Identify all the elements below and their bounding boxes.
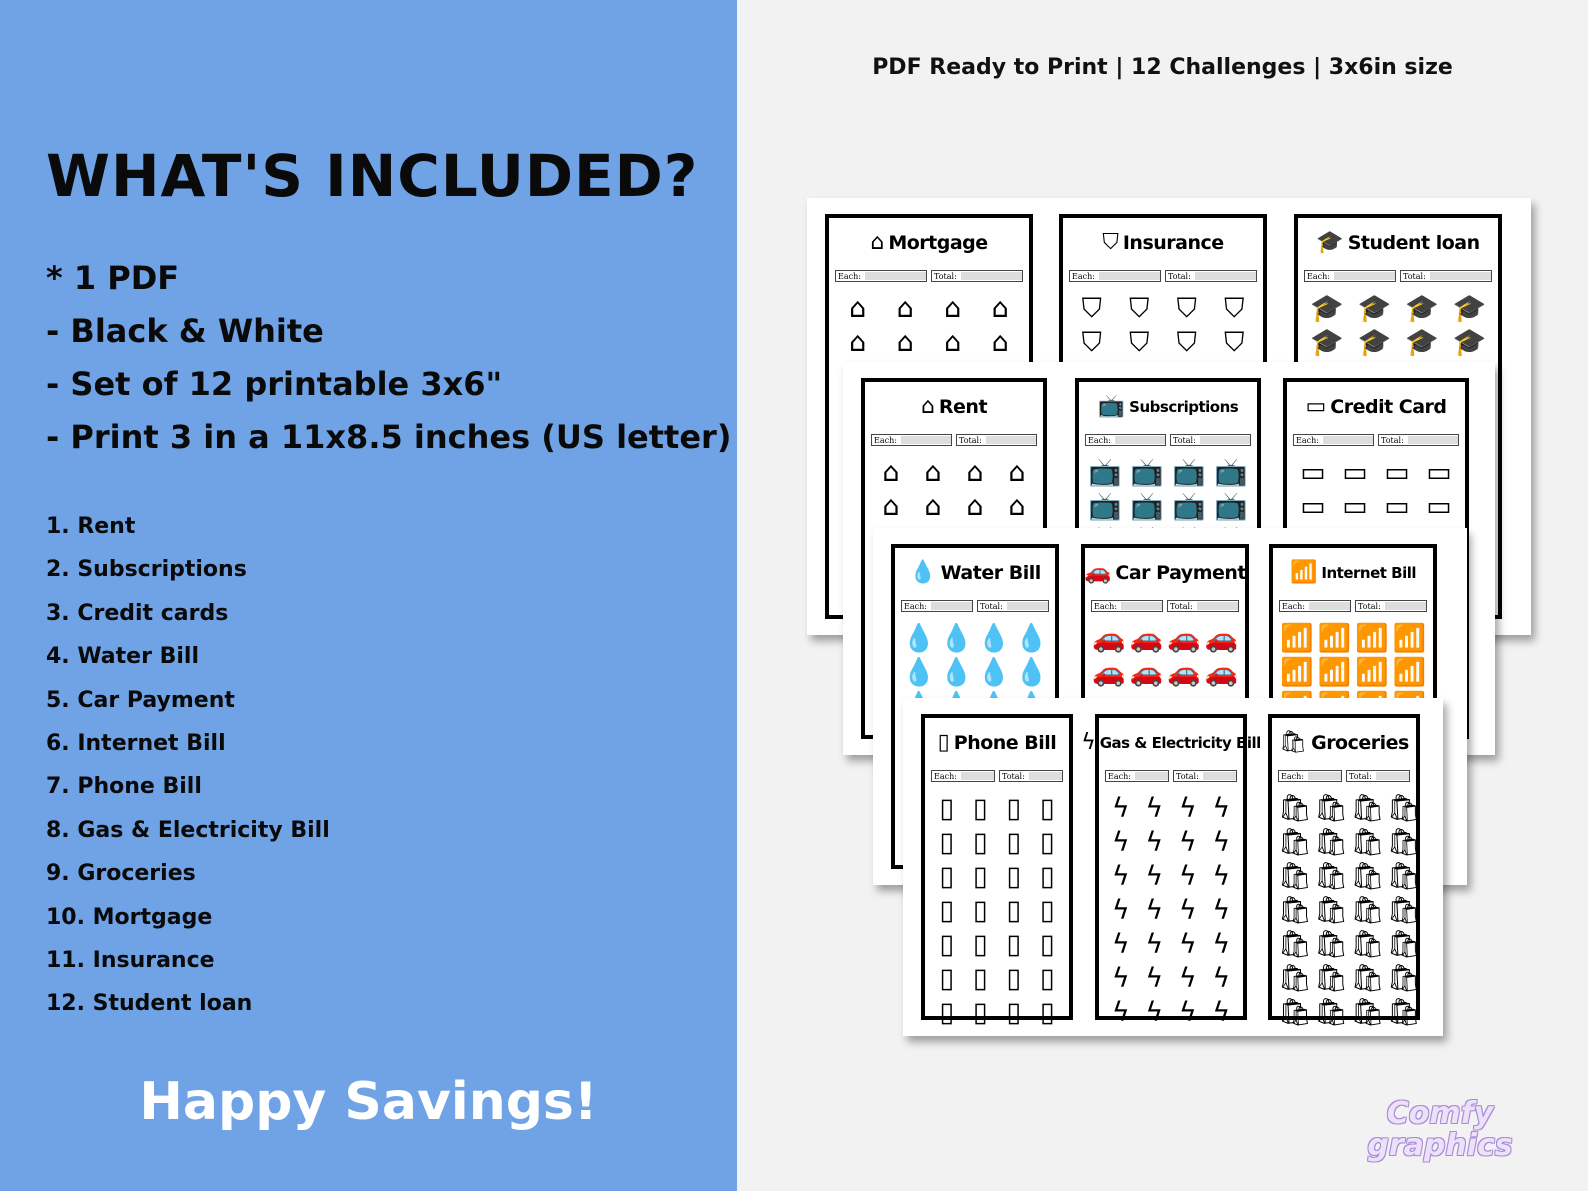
grocery-bag-icon[interactable]: 🛍 <box>1350 895 1385 926</box>
phone-icon[interactable]: ▯ <box>1039 895 1055 926</box>
total-label: Total: <box>1381 435 1404 445</box>
each-field <box>1304 270 1396 282</box>
challenge-item: 12. Student loan <box>46 991 253 1017</box>
house-icon[interactable]: ⌂ <box>896 327 914 358</box>
card-fields <box>1085 600 1245 612</box>
tv-icon: 📺 <box>1097 394 1126 419</box>
each-field <box>1279 600 1351 612</box>
challenge-card <box>921 714 1073 1028</box>
challenge-item: 10. Mortgage <box>46 904 213 930</box>
lightning-icon[interactable]: ϟ <box>1212 997 1231 1028</box>
total-label: Total: <box>934 271 957 281</box>
card-header <box>1081 718 1261 768</box>
card-title: Subscriptions <box>1129 398 1239 416</box>
phone-icon[interactable]: ▯ <box>1006 963 1022 994</box>
grocery-bag-icon[interactable]: 🛍 <box>1278 929 1313 960</box>
each-label: Each: <box>838 271 861 281</box>
feature-item: - Print 3 in a 11x8.5 inches (US letter) <box>46 418 732 456</box>
grocery-bag-icon[interactable]: 🛍 <box>1386 929 1422 960</box>
total-field <box>1378 434 1459 446</box>
wifi-icon[interactable]: 📶 <box>1354 623 1389 654</box>
card-fields <box>1272 770 1416 782</box>
total-field <box>1173 770 1237 782</box>
card-fields <box>1298 270 1498 282</box>
house-icon[interactable]: ⌂ <box>944 293 962 324</box>
credit-card-icon[interactable]: ▭ <box>1426 457 1452 488</box>
grocery-bag-icon[interactable]: 🛍 <box>1386 895 1422 926</box>
challenge-item: 5. Car Payment <box>46 687 235 713</box>
grocery-bag-icon[interactable]: 🛍 <box>1314 861 1349 892</box>
lightning-icon[interactable]: ϟ <box>1212 929 1231 960</box>
shield-icon[interactable]: ⛉ <box>1081 327 1102 358</box>
grocery-bag-icon[interactable]: 🛍 <box>1314 895 1349 926</box>
lightning-icon[interactable]: ϟ <box>1178 895 1197 926</box>
card-title: Phone Bill <box>953 732 1057 754</box>
grocery-bag-icon[interactable]: 🛍 <box>1386 997 1422 1028</box>
graduation-cap-icon[interactable]: 🎓 <box>1309 293 1344 324</box>
lightning-icon[interactable]: ϟ <box>1111 929 1130 960</box>
phone-icon[interactable]: ▯ <box>1006 861 1022 892</box>
total-field <box>1346 770 1410 782</box>
each-field <box>901 600 973 612</box>
lightning-icon[interactable]: ϟ <box>1111 895 1130 926</box>
grocery-bag-icon[interactable]: 🛍 <box>1314 997 1349 1028</box>
credit-card-icon: ▭ <box>1305 394 1327 419</box>
house-icon[interactable]: ⌂ <box>966 491 984 522</box>
graduation-cap-icon: 🎓 <box>1316 230 1344 255</box>
phone-icon[interactable]: ▯ <box>1006 997 1022 1028</box>
shield-icon[interactable]: ⛉ <box>1081 293 1102 324</box>
credit-card-icon[interactable]: ▭ <box>1426 491 1452 522</box>
house-icon: ⌂ <box>920 394 935 419</box>
card-header <box>1063 218 1263 268</box>
each-field <box>1069 270 1161 282</box>
house-icon[interactable]: ⌂ <box>924 491 942 522</box>
total-label: Total: <box>1403 271 1426 281</box>
challenge-card <box>1268 714 1422 1028</box>
tv-icon[interactable]: 📺 <box>1172 491 1206 522</box>
lightning-icon: ϟ <box>1081 730 1096 755</box>
challenge-item: 2. Subscriptions <box>46 557 247 583</box>
tv-icon[interactable]: 📺 <box>1130 457 1164 488</box>
house-icon[interactable]: ⌂ <box>944 327 962 358</box>
lightning-icon[interactable]: ϟ <box>1111 963 1130 994</box>
lightning-icon[interactable]: ϟ <box>1111 861 1130 892</box>
water-drop-icon[interactable]: 💧 <box>901 657 936 688</box>
brand-logo: Comfy graphics <box>1367 1096 1513 1163</box>
feature-item: * 1 PDF <box>46 259 180 297</box>
total-field <box>977 600 1049 612</box>
car-icon[interactable]: 🚗 <box>1204 623 1239 654</box>
challenge-item: 4. Water Bill <box>46 644 199 670</box>
grocery-bag-icon[interactable]: 🛍 <box>1278 827 1313 858</box>
tv-icon[interactable]: 📺 <box>1088 491 1122 522</box>
grocery-bag-icon[interactable]: 🛍 <box>1350 929 1385 960</box>
card-title: Mortgage <box>888 232 988 254</box>
water-drop-icon[interactable]: 💧 <box>976 623 1011 654</box>
total-label: Total: <box>1173 435 1196 445</box>
shield-icon[interactable]: ⛉ <box>1224 327 1245 358</box>
lightning-icon[interactable]: ϟ <box>1145 997 1164 1028</box>
challenge-item: 8. Gas & Electricity Bill <box>46 817 330 843</box>
closing-message: Happy Savings! <box>139 1072 598 1132</box>
house-icon[interactable]: ⌂ <box>849 327 867 358</box>
lightning-icon[interactable]: ϟ <box>1145 895 1164 926</box>
challenge-item: 3. Credit cards <box>46 600 229 626</box>
house-icon[interactable]: ⌂ <box>1008 457 1026 488</box>
shield-icon[interactable]: ⛉ <box>1224 293 1245 324</box>
phone-icon[interactable]: ▯ <box>1006 895 1022 926</box>
grocery-bag-icon[interactable]: 🛍 <box>1350 827 1385 858</box>
phone-icon[interactable]: ▯ <box>972 793 988 824</box>
house-icon[interactable]: ⌂ <box>924 457 942 488</box>
challenge-item: 6. Internet Bill <box>46 730 226 756</box>
total-field <box>1400 270 1492 282</box>
house-icon[interactable]: ⌂ <box>966 457 984 488</box>
car-icon[interactable]: 🚗 <box>1091 657 1126 688</box>
each-field <box>1085 434 1166 446</box>
card-header <box>1287 382 1465 432</box>
card-fields <box>829 270 1029 282</box>
lightning-icon[interactable]: ϟ <box>1111 997 1130 1028</box>
each-field <box>931 770 995 782</box>
house-icon[interactable]: ⌂ <box>882 457 900 488</box>
card-header <box>865 382 1043 432</box>
each-label: Each: <box>934 771 957 781</box>
phone-icon[interactable]: ▯ <box>939 827 955 858</box>
phone-icon[interactable]: ▯ <box>939 963 955 994</box>
card-title: Insurance <box>1122 232 1224 254</box>
total-field <box>956 434 1037 446</box>
card-title: Water Bill <box>940 562 1041 584</box>
challenge-card <box>1081 714 1261 1028</box>
total-label: Total: <box>1176 771 1199 781</box>
each-field <box>1105 770 1169 782</box>
grocery-bag-icon[interactable]: 🛍 <box>1386 963 1422 994</box>
phone-icon[interactable]: ▯ <box>939 929 955 960</box>
house-icon[interactable]: ⌂ <box>991 293 1009 324</box>
challenge-item: 9. Groceries <box>46 861 196 887</box>
shield-icon[interactable]: ⛉ <box>1129 327 1150 358</box>
card-fields <box>1079 434 1257 446</box>
water-drop-icon[interactable]: 💧 <box>939 657 974 688</box>
shield-icon[interactable]: ⛉ <box>1129 293 1150 324</box>
phone-icon[interactable]: ▯ <box>1039 861 1055 892</box>
card-fields <box>895 600 1055 612</box>
tv-icon[interactable]: 📺 <box>1172 457 1206 488</box>
graduation-cap-icon[interactable]: 🎓 <box>1452 293 1487 324</box>
each-label: Each: <box>1108 771 1131 781</box>
card-header <box>895 548 1055 598</box>
lightning-icon[interactable]: ϟ <box>1212 895 1231 926</box>
card-fields <box>925 770 1069 782</box>
each-label: Each: <box>1282 601 1305 611</box>
grocery-bag-icon[interactable]: 🛍 <box>1278 997 1313 1028</box>
total-label: Total: <box>1168 271 1191 281</box>
grocery-bag-icon[interactable]: 🛍 <box>1278 963 1313 994</box>
total-label: Total: <box>1358 601 1381 611</box>
lightning-icon[interactable]: ϟ <box>1111 793 1130 824</box>
lightning-icon[interactable]: ϟ <box>1178 793 1197 824</box>
lightning-icon[interactable]: ϟ <box>1145 963 1164 994</box>
phone-icon[interactable]: ▯ <box>1039 827 1055 858</box>
tv-icon[interactable]: 📺 <box>1214 491 1248 522</box>
lightning-icon[interactable]: ϟ <box>1212 861 1231 892</box>
feature-item: - Black & White <box>46 312 324 350</box>
grocery-bag-icon[interactable]: 🛍 <box>1350 963 1385 994</box>
lightning-icon[interactable]: ϟ <box>1178 963 1197 994</box>
each-label: Each: <box>1307 271 1330 281</box>
wifi-icon[interactable]: 📶 <box>1279 623 1314 654</box>
grocery-bag-icon[interactable]: 🛍 <box>1278 793 1313 824</box>
total-field <box>1167 600 1239 612</box>
car-icon: 🚗 <box>1084 560 1112 585</box>
card-header <box>1272 718 1416 768</box>
phone-icon[interactable]: ▯ <box>1039 997 1055 1028</box>
phone-icon[interactable]: ▯ <box>1039 793 1055 824</box>
phone-icon[interactable]: ▯ <box>1006 827 1022 858</box>
wifi-icon: 📶 <box>1289 560 1318 585</box>
phone-icon[interactable]: ▯ <box>972 963 988 994</box>
credit-card-icon[interactable]: ▭ <box>1300 457 1326 488</box>
card-fields <box>1099 770 1243 782</box>
credit-card-icon[interactable]: ▭ <box>1300 491 1326 522</box>
car-icon[interactable]: 🚗 <box>1129 657 1164 688</box>
main-title: WHAT'S INCLUDED? <box>46 142 699 210</box>
card-title: Gas & Electricity Bill <box>1099 734 1261 752</box>
grocery-bag-icon[interactable]: 🛍 <box>1386 827 1422 858</box>
tagline: PDF Ready to Print | 12 Challenges | 3x6in size <box>872 55 1453 80</box>
lightning-icon[interactable]: ϟ <box>1212 963 1231 994</box>
phone-icon[interactable]: ▯ <box>939 895 955 926</box>
tracker-grid <box>1272 782 1422 1028</box>
house-icon[interactable]: ⌂ <box>991 327 1009 358</box>
total-field <box>999 770 1063 782</box>
lightning-icon[interactable]: ϟ <box>1145 827 1164 858</box>
total-label: Total: <box>959 435 982 445</box>
lightning-icon[interactable]: ϟ <box>1178 827 1197 858</box>
phone-icon[interactable]: ▯ <box>1006 929 1022 960</box>
grocery-bag-icon[interactable]: 🛍 <box>1314 827 1349 858</box>
each-field <box>1278 770 1342 782</box>
features-list <box>46 252 731 464</box>
each-label: Each: <box>904 601 927 611</box>
card-title: Rent <box>938 396 988 418</box>
each-label: Each: <box>1094 601 1117 611</box>
phone-icon[interactable]: ▯ <box>939 793 955 824</box>
graduation-cap-icon[interactable]: 🎓 <box>1452 327 1487 358</box>
lightning-icon[interactable]: ϟ <box>1145 861 1164 892</box>
total-label: Total: <box>1002 771 1025 781</box>
tracker-grid <box>925 782 1069 1028</box>
phone-icon[interactable]: ▯ <box>972 997 988 1028</box>
card-header <box>925 718 1069 768</box>
tv-icon[interactable]: 📺 <box>1130 491 1164 522</box>
each-field <box>871 434 952 446</box>
graduation-cap-icon[interactable]: 🎓 <box>1357 327 1392 358</box>
lightning-icon[interactable]: ϟ <box>1178 929 1197 960</box>
grocery-bag-icon[interactable]: 🛍 <box>1350 861 1385 892</box>
water-drop-icon[interactable]: 💧 <box>901 623 936 654</box>
phone-icon[interactable]: ▯ <box>972 827 988 858</box>
water-drop-icon[interactable]: 💧 <box>939 623 974 654</box>
phone-icon[interactable]: ▯ <box>1039 963 1055 994</box>
grocery-bag-icon[interactable]: 🛍 <box>1386 793 1422 824</box>
card-header <box>1298 218 1498 268</box>
total-label: Total: <box>980 601 1003 611</box>
water-drop-icon[interactable]: 💧 <box>1014 657 1049 688</box>
card-title: Credit Card <box>1330 396 1447 418</box>
lightning-icon[interactable]: ϟ <box>1212 827 1231 858</box>
total-field <box>1165 270 1257 282</box>
lightning-icon[interactable]: ϟ <box>1145 929 1164 960</box>
each-label: Each: <box>1281 771 1304 781</box>
phone-icon[interactable]: ▯ <box>1039 929 1055 960</box>
grocery-bag-icon[interactable]: 🛍 <box>1314 793 1349 824</box>
house-icon: ⌂ <box>870 230 885 255</box>
house-icon[interactable]: ⌂ <box>849 293 867 324</box>
credit-card-icon[interactable]: ▭ <box>1384 491 1410 522</box>
phone-icon[interactable]: ▯ <box>972 861 988 892</box>
grocery-bag-icon[interactable]: 🛍 <box>1350 997 1385 1028</box>
grocery-bag-icon: 🛍 <box>1279 730 1308 755</box>
card-title: Student loan <box>1347 232 1480 254</box>
shield-icon: ⛉ <box>1102 230 1119 255</box>
each-label: Each: <box>1072 271 1095 281</box>
challenge-item: 1. Rent <box>46 514 136 539</box>
car-icon[interactable]: 🚗 <box>1204 657 1239 688</box>
lightning-icon[interactable]: ϟ <box>1111 827 1130 858</box>
car-icon[interactable]: 🚗 <box>1091 623 1126 654</box>
wifi-icon[interactable]: 📶 <box>1317 623 1352 654</box>
card-header <box>1085 548 1245 598</box>
phone-icon[interactable]: ▯ <box>939 997 955 1028</box>
grocery-bag-icon[interactable]: 🛍 <box>1314 929 1349 960</box>
grocery-bag-icon[interactable]: 🛍 <box>1278 861 1313 892</box>
each-field <box>1091 600 1163 612</box>
shield-icon[interactable]: ⛉ <box>1176 293 1197 324</box>
card-fields <box>1273 600 1433 612</box>
tv-icon[interactable]: 📺 <box>1088 457 1122 488</box>
total-label: Total: <box>1349 771 1372 781</box>
each-field <box>1293 434 1374 446</box>
house-icon[interactable]: ⌂ <box>1008 491 1026 522</box>
challenge-item: 11. Insurance <box>46 947 215 973</box>
water-drop-icon: 💧 <box>909 560 937 585</box>
challenge-list <box>46 505 330 1026</box>
shield-icon[interactable]: ⛉ <box>1176 327 1197 358</box>
card-fields <box>865 434 1043 446</box>
wifi-icon[interactable]: 📶 <box>1279 657 1314 688</box>
phone-icon[interactable]: ▯ <box>972 895 988 926</box>
each-label: Each: <box>1088 435 1111 445</box>
wifi-icon[interactable]: 📶 <box>1354 657 1389 688</box>
card-header <box>829 218 1029 268</box>
car-icon[interactable]: 🚗 <box>1166 623 1201 654</box>
lightning-icon[interactable]: ϟ <box>1178 997 1197 1028</box>
card-title: Car Payment <box>1115 562 1246 584</box>
car-icon[interactable]: 🚗 <box>1129 623 1164 654</box>
graduation-cap-icon[interactable]: 🎓 <box>1309 327 1344 358</box>
wifi-icon[interactable]: 📶 <box>1392 657 1427 688</box>
credit-card-icon[interactable]: ▭ <box>1384 457 1410 488</box>
water-drop-icon[interactable]: 💧 <box>976 657 1011 688</box>
total-field <box>1355 600 1427 612</box>
tv-icon[interactable]: 📺 <box>1214 457 1248 488</box>
graduation-cap-icon[interactable]: 🎓 <box>1357 293 1392 324</box>
printable-sheet <box>903 698 1443 1036</box>
card-header <box>1273 548 1433 598</box>
graduation-cap-icon[interactable]: 🎓 <box>1404 327 1439 358</box>
phone-icon[interactable]: ▯ <box>972 929 988 960</box>
left-panel <box>0 0 737 1191</box>
house-icon[interactable]: ⌂ <box>882 491 900 522</box>
feature-item: - Set of 12 printable 3x6" <box>46 365 503 403</box>
grocery-bag-icon[interactable]: 🛍 <box>1350 793 1385 824</box>
each-label: Each: <box>1296 435 1319 445</box>
tracker-grid <box>1099 782 1243 1028</box>
grocery-bag-icon[interactable]: 🛍 <box>1386 861 1422 892</box>
challenge-item: 7. Phone Bill <box>46 774 202 800</box>
total-field <box>1170 434 1251 446</box>
grocery-bag-icon[interactable]: 🛍 <box>1314 963 1349 994</box>
lightning-icon[interactable]: ϟ <box>1145 793 1164 824</box>
phone-icon[interactable]: ▯ <box>1006 793 1022 824</box>
phone-icon: ▯ <box>937 730 950 755</box>
grocery-bag-icon[interactable]: 🛍 <box>1278 895 1313 926</box>
wifi-icon[interactable]: 📶 <box>1317 657 1352 688</box>
total-label: Total: <box>1170 601 1193 611</box>
total-field <box>931 270 1023 282</box>
card-title: Groceries <box>1311 732 1409 754</box>
card-title: Internet Bill <box>1321 564 1416 582</box>
lightning-icon[interactable]: ϟ <box>1178 861 1197 892</box>
house-icon[interactable]: ⌂ <box>896 293 914 324</box>
card-fields <box>1063 270 1263 282</box>
each-label: Each: <box>874 435 897 445</box>
credit-card-icon[interactable]: ▭ <box>1342 457 1368 488</box>
card-header <box>1079 382 1257 432</box>
wifi-icon[interactable]: 📶 <box>1392 623 1427 654</box>
graduation-cap-icon[interactable]: 🎓 <box>1404 293 1439 324</box>
lightning-icon[interactable]: ϟ <box>1212 793 1231 824</box>
phone-icon[interactable]: ▯ <box>939 861 955 892</box>
card-fields <box>1287 434 1465 446</box>
credit-card-icon[interactable]: ▭ <box>1342 491 1368 522</box>
water-drop-icon[interactable]: 💧 <box>1014 623 1049 654</box>
each-field <box>835 270 927 282</box>
car-icon[interactable]: 🚗 <box>1166 657 1201 688</box>
